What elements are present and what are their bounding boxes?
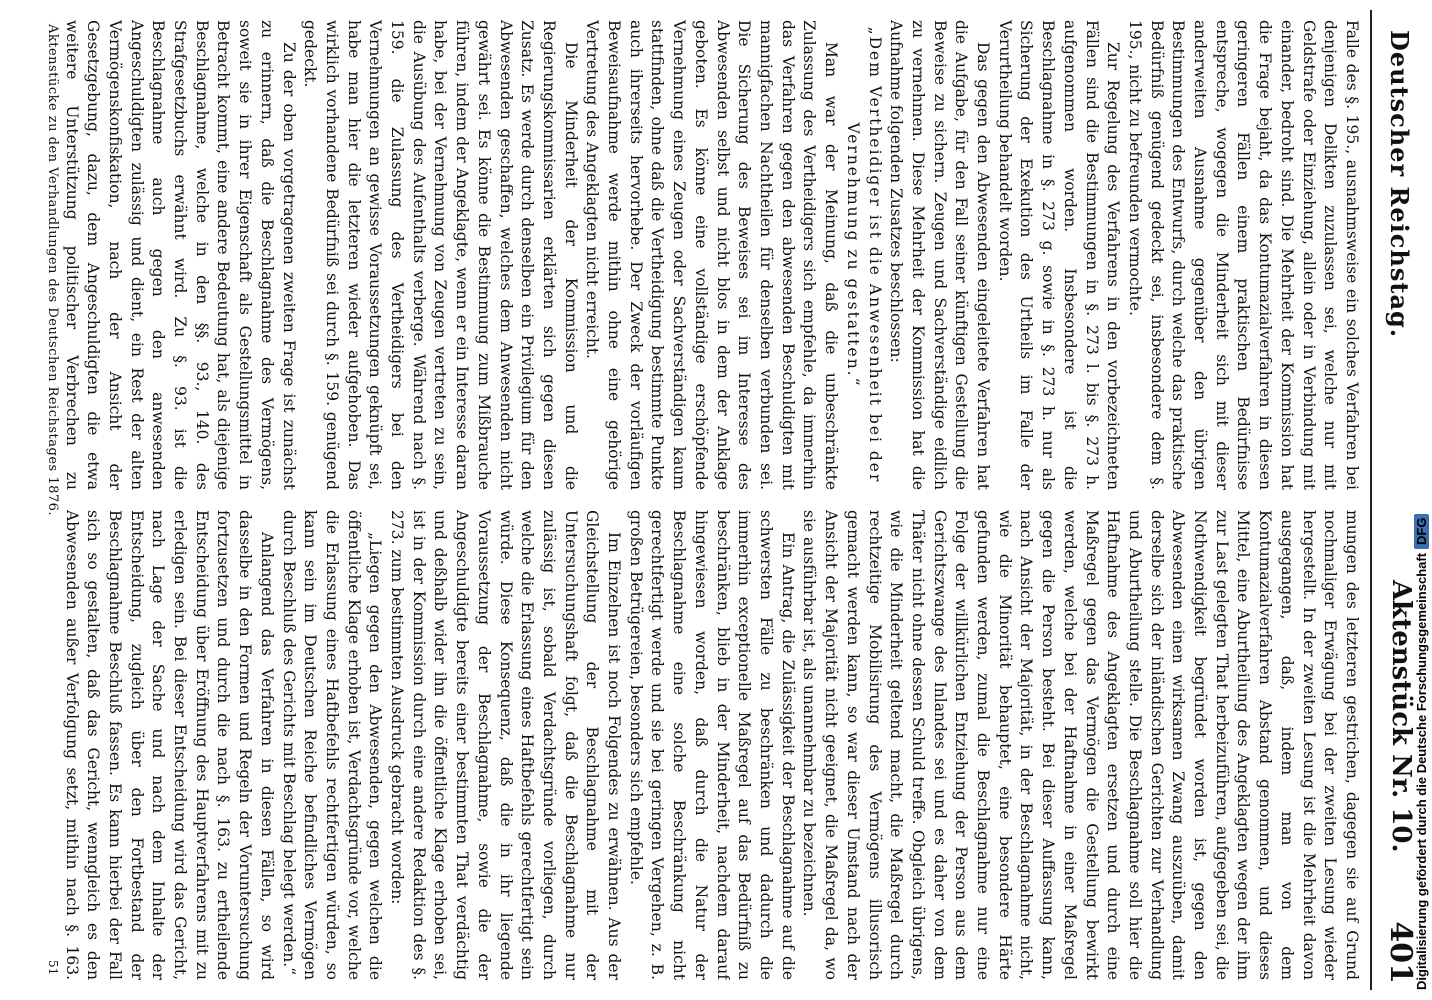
paragraph: Das gegen den Abwesenden eingeleitete Verfahren hat die Aufgabe, für den Fall seiner künftigen Gestellung die Beweise zu sichern. Zeugen und Sachverständige eidlich zu vernehmen. Diese Mehrheit der Kommission hat die Aufnahme folgenden Zusatzes beschlossen: [887, 20, 993, 490]
right-column [62, 510, 1362, 980]
document-number: Aktenstück Nr. 10. [1386, 580, 1416, 853]
paragraph: Zur Regelung des Verfahrens in den vorbezeichneten Fällen sind die Bestimmungen in §. 273 l. bis §. 273 h. aufgenommen worden. Insbesondere ist die Beschlagnahme in §. 273 g. sowie in §. 273 h. nur als Sicherung der Exekution des Urtheils im Falle der Verurtheilung behandelt worden. [995, 20, 1123, 490]
dfg-logo-icon: DFG [1414, 514, 1429, 549]
credit-text: Digitalisierung gefördert durch die Deutsche Forschungsgemeinschaft [1414, 552, 1429, 990]
running-title: Deutscher Reichstag. [1385, 30, 1414, 339]
paragraph: Zu der oben vorgetragenen zweiten Frage ist zunächst zu erinnern, daß die Beschlagnahme des Vermögens, soweit sie in ihrer Eigenschaft als Gestellungsmittel in Betracht kommt, eine andere Bedeutung hat, als diejenige Beschlagnahme, welche in den §§. 93., 140. des Strafgesetzbuchs erwähnt wird. Zu §. 93. ist die Beschlagnahme auch gegen den anwesenden Angeschuldigten zulässig und dient, ein Rest der alten Vermögenskonfiskation, nach der Ansicht der Gesetzgebung, dazu, dem Angeschuldigten die etwa weitere Unterstützung politischer Verbrechen zu [62, 20, 298, 490]
footer-source: Aktenstücke zu den Verhandlungen des Deutschen Reichstages 1876. [45, 24, 60, 517]
page-number: 401 [1383, 921, 1418, 984]
sheet-signature: 51 [46, 960, 60, 976]
paragraph: Anlangend das Verfahren in diesen Fällen, so wird dasselbe in den Formen und Regeln der Voruntersuchung fortzusetzen und durch die nach §. 163. zu ertheilende Entscheidung über Eröffnung des Hauptverfahrens mit zu erledigen sein. Bei dieser Entscheidung wird das Gericht, nach Lage der Sache und nach dem Inhalte der Entscheidung, zugleich über den Fortbestand der Beschlagnahme Beschluß fassen. Es kann hierbei der Fall sich so gestalten, daß das Gericht, wenngleich es den Abwesenden außer Verfolgung setzt, mithin nach §. 163. [62, 510, 276, 980]
document-page [30, 10, 1420, 990]
paragraph: mungen des letzteren gestrichen, dagegen sie auf Grund nochmaliger Erwägung bei der zweiten Lesung wieder hergestellt. In der zweiten Lesung ist die Mehrheit davon ausgegangen, daß, indem man von dem Kontumazialverfahren Abstand genommen, und dieses Mittel, eine Aburtheilung des Angeklagten wegen der ihm zur Last gelegten That herbeizuführen, aufgegeben sei, die Nothwendigkeit begründet worden ist, gegen den Abwesenden einen wirksamen Zwang auszuüben, damit derselbe sich der inländischen Gerichten zur Verhandlung und Aburtheilung stelle. Die Beschlagnahme soll hier die Haftnahme des Angeklagten ersetzen und durch eine Maßregel gegen das Vermögen die Gestellung bewirkt werden, welche bei der Haftnahme in einer Maßregel gegen die Person besteht. Bei dieser Auffassung kann, nach Ansicht der Majorität, in der Beschlagnahme nicht, wie die Minorität behauptet, eine besondere Härte gefunden werden, zumal die Beschlagnahme nur eine Folge der willkürlichen Entziehung der Person aus dem Gerichtszwange des Inlandes sei und es daher von dem Thäter nicht ohne dessen Schuld treffe. Obgleich übrigens, wie die Minderheit geltend macht, die Maßregel durch rechtzeitige Mobilisirung des Vermögens illusorisch gemacht werden kann, so war dieser Umstand nach der Ansicht der Majorität nicht geeignet, die Maßregel da, wo sie ausführbar ist, als unannehmbar zu bezeichnen. [800, 510, 1361, 980]
paragraph: Im Einzelnen ist noch Folgendes zu erwähnen. Aus der Gleichstellung der Beschlagnahme mit der Untersuchungshaft folgt, daß die Beschlagnahme nur zulässig ist, sobald Verdachtsgründe vorliegen, durch welche die Erlassung eines Haftbefehls gerechtfertigt sein würde. Diese Konsequenz, daß die in ihr liegende Voraussetzung der Beschlagnahme, sowie die der Angeschuldigte bereits einer bestimmten That verdächtig und deßhalb wider ihn die öffentliche Klage erhoben sei, ist in der Kommission durch eine andere Redaktion des §. 273. zum bestimmten Ausdruck gebracht worden: [388, 510, 624, 980]
paragraph: Man war der Meinung, daß die unbeschränkte Zulassung des Vertheidigers sich empfehle, da immerhin das Verfahren gegen den abwesenden Beschuldigten mit mannigfachen Nachtheilen für denselben verbunden sei. Die Sicherung des Beweises sei im Interesse des Abwesenden selbst und nicht blos in dem der Anklage geboten. Es könne eine vollständige erschöpfende Vernehmung eines Zeugen oder Sachverständigen kaum stattfinden, ohne daß die Vertheidigung bestimmte Punkte auch ihrerseits hervorhebe. Der Zweck der vorläufigen Beweisaufnahme werde mithin ohne eine gehörige Vertretung des Angeklagten nicht erreicht. [583, 20, 841, 490]
quotation: „Liegen gegen den Abwesenden, gegen welchen die öffentliche Klage erhoben ist, Verdachtsgründe vor, welche die Erlassung eines Haftbefehls rechtfertigen würden, so kann sein im Deutschen Reiche befindliches Vermögen durch Beschluß des Gerichts mit Beschlag belegt werden.“ [279, 510, 385, 980]
quotation: „Dem Vertheidiger ist die Anwesenheit bei der Vernehmung zu gestatten.“ [843, 26, 884, 484]
left-column [62, 20, 1362, 490]
credit-text-wrapper [1414, 514, 1429, 990]
digitization-credit [1410, 140, 1430, 990]
paragraph: Die Minderheit der Kommission und die Regierungskommissarien erklärten sich gegen diesen Zusatz. Es werde durch denselben ein Privilegium für den Abwesenden geschaffen, welches dem Anwesenden nicht gewährt sei. Es könne die Bestimmung zum Mißbrauche führen, indem der Angeklagte, wenn er ein Interesse daran habe, bei der Vernehmung von Zeugen vertreten zu sein, die Ausübung des Aufenthalts verberge. Während nach §. 159. die Zulassung des Vertheidigers bei den Vernehmungen an gewisse Voraussetzungen geknüpft sei, habe man hier die letzteren wieder aufgehoben. Das wirklich vorhandene Bedürfniß sei durch §. 159. genügend gedeckt. [301, 20, 580, 490]
paragraph: Falle des §. 195., ausnahmsweise ein solches Verfahren bei denjenigen Delikten zuzulassen sei, welche nur mit Geldstrafe oder Einziehung, allein oder in Verbindung mit einander, bedroht sind. Die Mehrheit der Kommission hat die Frage bejaht, da das Kontumazialverfahren in diesen geringeren Fällen einem praktischen Bedürfnisse entspreche, wogegen die Minderheit sich mit dieser anderweiten Ausnahme gegenüber den übrigen Bestimmungen des Entwurfs, durch welche das praktische Bedürfniß genügend gedeckt sei, insbesondere dem §. 195., nicht zu befreunden vermochte. [1125, 20, 1361, 490]
paragraph: Ein Antrag, die Zulässigkeit der Beschlagnahme auf die schwersten Fälle zu beschränken und dadurch die immerhin exceptionelle Maßregel auf das Bedürfniß zu beschränken, blieb in der Minderheit, nachdem darauf hingewiesen worden, daß durch die Natur der Beschlagnahme eine solche Beschränkung nicht gerechtfertigt werde und sie bei geringen Vergehen, z. B. großen Betrügereien, besonders sich empfehle. [626, 510, 797, 980]
